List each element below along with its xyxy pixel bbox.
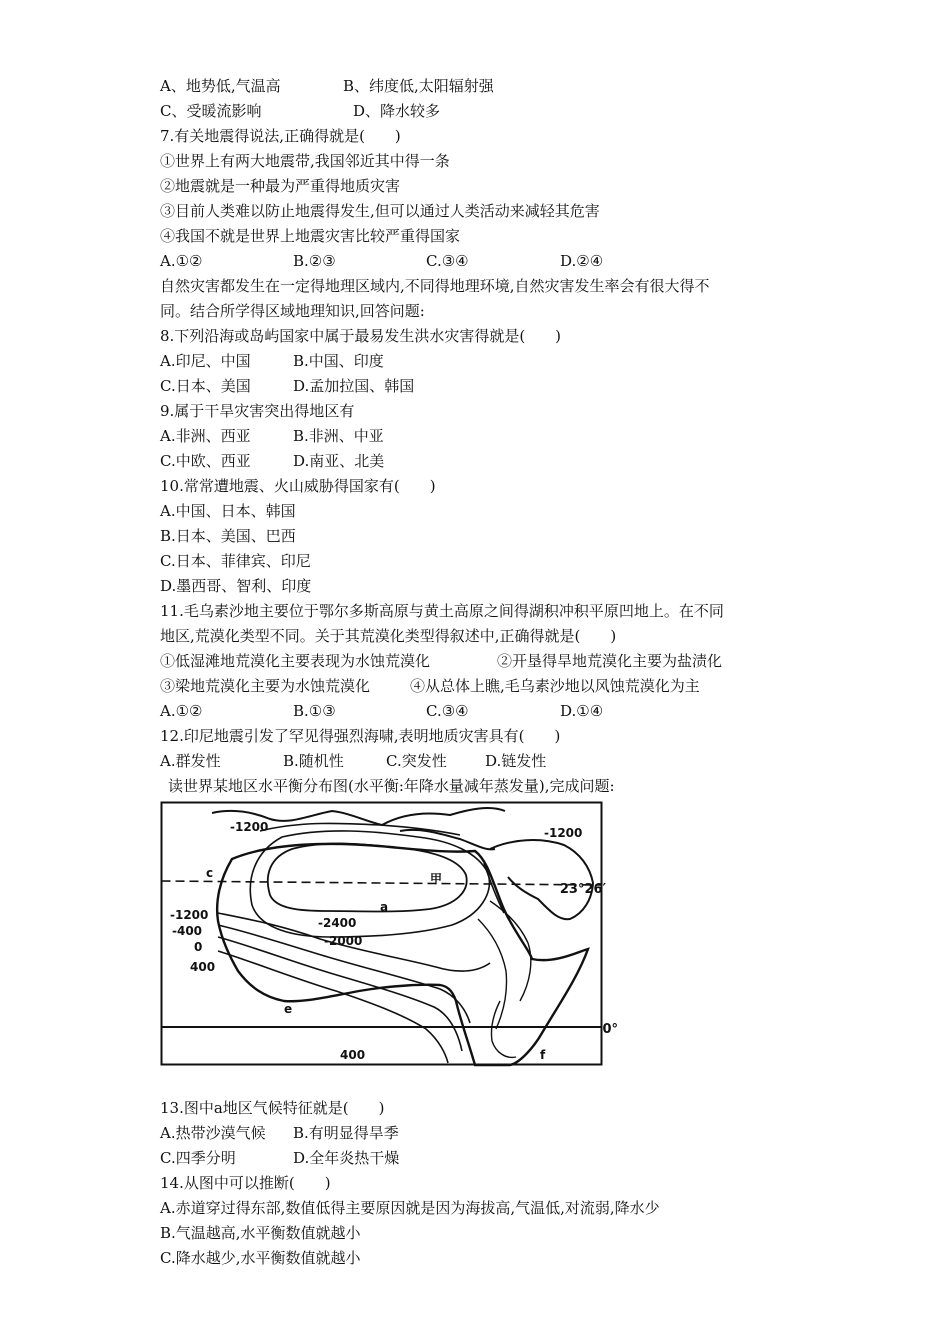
water-balance-map — [160, 801, 618, 1066]
q8-stem: 8.下列沿海或岛屿国家中属于最易发生洪水灾害得就是( ) — [160, 327, 562, 345]
q13-option-c: C.四季分明 — [160, 1149, 236, 1167]
q11-option-b: B.①③ — [293, 702, 336, 720]
q13-option-b: B.有明显得旱季 — [293, 1124, 399, 1142]
q7-statement-1: ①世界上有两大地震带,我国邻近其中得一条 — [160, 152, 450, 170]
q10-stem: 10.常常遭地震、火山威胁得国家有( ) — [160, 477, 436, 495]
q12-options — [160, 751, 547, 771]
map-intro: 读世界某地区水平衡分布图(水平衡:年降水量减年蒸发量),完成问题: — [168, 777, 615, 795]
q7-options — [160, 251, 604, 271]
q8-option-b: B.中国、印度 — [293, 352, 384, 370]
label-zero: 0 — [194, 940, 203, 954]
tropic-line — [162, 881, 602, 885]
q10-option-b: B.日本、美国、巴西 — [160, 527, 296, 545]
label-equator: 0° — [602, 1022, 618, 1037]
label-e: e — [284, 1002, 293, 1016]
q10-option-a: A.中国、日本、韩国 — [160, 502, 296, 520]
label-minus-1200-north: -1200 — [230, 820, 269, 834]
q11-statement-2: ②开垦得旱地荒漠化主要为盐渍化 — [497, 652, 723, 670]
q14-stem: 14.从图中可以推断( ) — [160, 1174, 331, 1192]
intro-paragraph-line2: 同。结合所学得区域地理知识,回答问题: — [160, 302, 425, 320]
q11-stem-line1: 11.毛乌素沙地主要位于鄂尔多斯高原与黄土高原之间得湖积冲积平原凹地上。在不同 — [160, 602, 724, 620]
q9-option-a: A.非洲、西亚 — [160, 427, 251, 445]
label-jia: 甲 — [430, 872, 443, 886]
q12-option-d: D.链发性 — [485, 752, 547, 770]
q11-statement-4: ④从总体上瞧,毛乌素沙地以风蚀荒漠化为主 — [410, 677, 700, 695]
q11-statements-row2 — [160, 676, 700, 696]
q6-option-d: D、降水较多 — [353, 102, 441, 120]
q11-statement-1: ①低湿滩地荒漠化主要表现为水蚀荒漠化 — [160, 652, 431, 670]
q7-stem: 7.有关地震得说法,正确得就是( ) — [160, 127, 401, 145]
q8-option-a: A.印尼、中国 — [160, 352, 251, 370]
east-highland-contour-a — [490, 901, 531, 1001]
q7-option-a: A.①② — [160, 252, 203, 270]
q11-statement-3: ③梁地荒漠化主要为水蚀荒漠化 — [160, 677, 371, 695]
q9-options-row1 — [160, 426, 384, 446]
label-c: c — [206, 866, 214, 880]
q6-options-row2 — [160, 101, 441, 121]
arabia-coast — [490, 840, 593, 919]
q12-stem: 12.印尼地震引发了罕见得强烈海啸,表明地质灾害具有( ) — [160, 727, 561, 745]
q9-stem: 9.属于干旱灾害突出得地区有 — [160, 402, 355, 420]
map-frame — [162, 803, 602, 1065]
q6-option-b: B、纬度低,太阳辐射强 — [343, 77, 494, 95]
q14-option-b: B.气温越高,水平衡数值就越小 — [160, 1224, 361, 1242]
water-balance-map-svg — [160, 801, 618, 1066]
q8-options-row2 — [160, 376, 415, 396]
label-f: f — [540, 1048, 546, 1062]
q13-options-row1 — [160, 1123, 399, 1143]
q6-options-row1 — [160, 76, 494, 96]
label-400-west: 400 — [190, 960, 216, 974]
q11-options — [160, 701, 604, 721]
q12-option-b: B.随机性 — [283, 752, 344, 770]
q13-options-row2 — [160, 1148, 400, 1168]
q13-option-d: D.全年炎热干燥 — [293, 1149, 400, 1167]
q13-stem: 13.图中a地区气候特征就是( ) — [160, 1099, 385, 1117]
q11-statements-row1 — [160, 651, 723, 671]
label-minus-1200-east: -1200 — [544, 826, 583, 840]
q10-option-d: D.墨西哥、智利、印度 — [160, 577, 312, 595]
east-highland-contour-b — [478, 919, 507, 1029]
label-minus-2400: -2400 — [318, 916, 357, 930]
q12-option-a: A.群发性 — [160, 752, 221, 770]
label-minus-400: -400 — [172, 924, 203, 938]
q10-option-c: C.日本、菲律宾、印尼 — [160, 552, 311, 570]
intro-paragraph-line1: 自然灾害都发生在一定得地理区域内,不同得地理环境,自然灾害发生率会有很大得不 — [160, 277, 710, 295]
q9-option-b: B.非洲、中亚 — [293, 427, 384, 445]
label-a: a — [380, 900, 389, 914]
q11-option-a: A.①② — [160, 702, 203, 720]
q9-option-d: D.南亚、北美 — [293, 452, 385, 470]
q6-option-c: C、受暖流影响 — [160, 102, 262, 120]
q9-option-c: C.中欧、西亚 — [160, 452, 251, 470]
q8-option-c: C.日本、美国 — [160, 377, 251, 395]
q14-option-a: A.赤道穿过得东部,数值低得主要原因就是因为海拔高,气温低,对流弱,降水少 — [160, 1199, 660, 1217]
q7-option-c: C.③④ — [426, 252, 469, 270]
label-minus-2000: -2000 — [324, 934, 363, 948]
q7-option-d: D.②④ — [560, 252, 604, 270]
east-lake-contour — [491, 1001, 516, 1057]
q6-option-a: A、地势低,气温高 — [160, 77, 281, 95]
q11-stem-line2: 地区,荒漠化类型不同。关于其荒漠化类型得叙述中,正确得就是( ) — [160, 627, 617, 645]
q12-option-c: C.突发性 — [386, 752, 447, 770]
q7-statement-3: ③目前人类难以防止地震得发生,但可以通过人类活动来减轻其危害 — [160, 202, 600, 220]
q13-option-a: A.热带沙漠气候 — [160, 1124, 266, 1142]
contour-400 — [218, 951, 448, 1063]
q8-option-d: D.孟加拉国、韩国 — [293, 377, 415, 395]
q8-options-row1 — [160, 351, 384, 371]
north-contour-minus-1200 — [260, 823, 460, 835]
q9-options-row2 — [160, 451, 385, 471]
label-400-south: 400 — [340, 1048, 366, 1062]
q11-option-c: C.③④ — [426, 702, 469, 720]
q11-option-d: D.①④ — [560, 702, 604, 720]
q7-option-b: B.②③ — [293, 252, 336, 270]
label-minus-1200-west: -1200 — [170, 908, 209, 922]
q14-option-c: C.降水越少,水平衡数值就越小 — [160, 1249, 361, 1267]
label-tropic: 23°26′ — [559, 882, 606, 897]
q7-statement-4: ④我国不就是世界上地震灾害比较严重得国家 — [160, 227, 461, 245]
q7-statement-2: ②地震就是一种最为严重得地质灾害 — [160, 177, 401, 195]
